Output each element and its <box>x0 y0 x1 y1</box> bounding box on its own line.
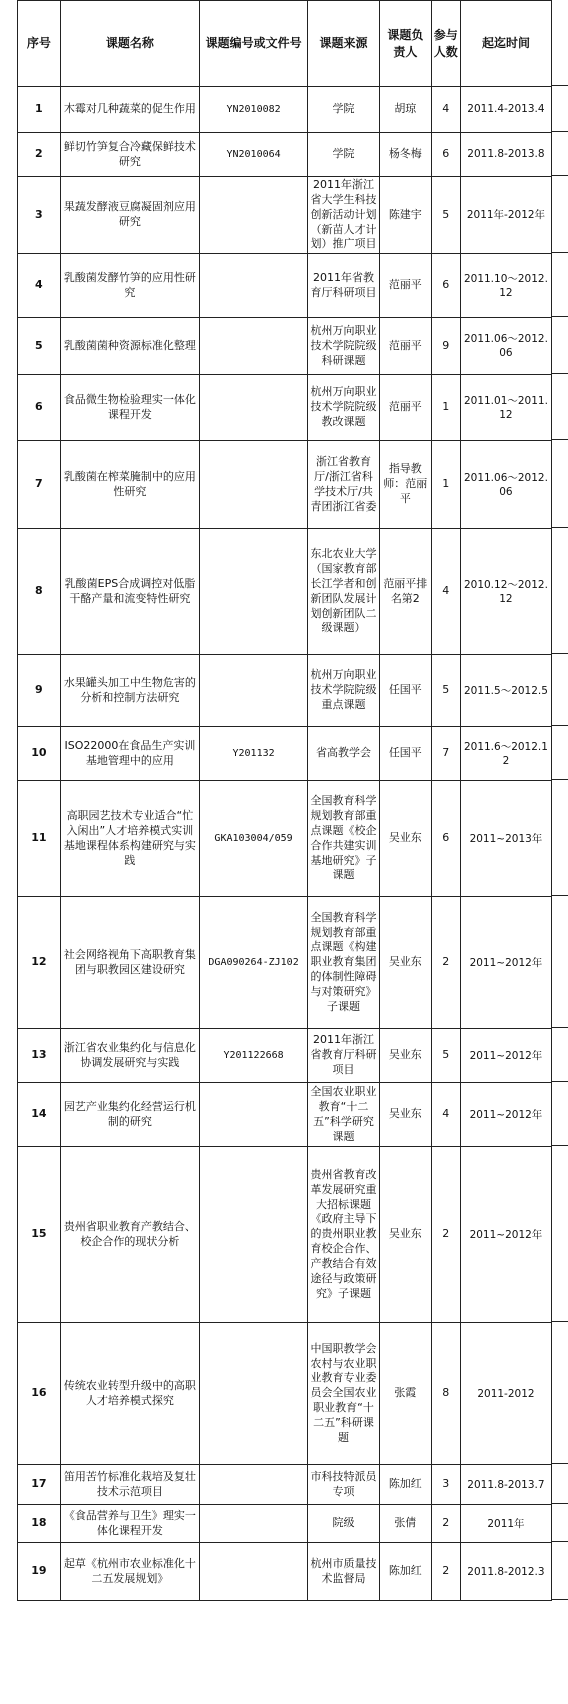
table-row <box>18 1543 552 1601</box>
table-row <box>18 1465 552 1505</box>
cell-code: DGA090264-ZJ102 <box>200 897 308 1029</box>
table-row <box>18 781 552 897</box>
grid-line <box>552 779 568 780</box>
cell-name: 食品微生物检验理实一体化课程开发 <box>60 375 199 441</box>
cell-no: 10 <box>18 727 61 781</box>
grid-line <box>552 175 568 176</box>
cell-period: 2011~2012年 <box>460 1029 551 1083</box>
cell-source: 全国教育科学规划教育部重点课题《校企合作共建实训基地研究》子课题 <box>308 781 380 897</box>
cell-leader: 任国平 <box>379 727 431 781</box>
cell-period: 2011~2012年 <box>460 897 551 1029</box>
cell-period: 2011.06～2012.06 <box>460 441 551 529</box>
cell-no: 19 <box>18 1543 61 1601</box>
cell-source: 杭州万向职业技术学院院级教改课题 <box>308 375 380 441</box>
cell-period: 2011.10～2012.12 <box>460 254 551 318</box>
cell-source: 贵州省教育改革发展研究重大招标课题《政府主导下的贵州职业教育校企合作、产教结合有效途径与政策研究》子课题 <box>308 1147 380 1323</box>
cell-leader: 张倩 <box>379 1505 431 1543</box>
header-no: 序号 <box>18 1 61 87</box>
table-row <box>18 1147 552 1323</box>
grid-line <box>552 895 568 896</box>
cell-source: 全国教育科学规划教育部重点课题《构建职业教育集团的体制性障碍与对策研究》子课题 <box>308 897 380 1029</box>
cell-code <box>200 1147 308 1323</box>
cell-count: 2 <box>431 1543 460 1601</box>
cell-period: 2011~2012年 <box>460 1083 551 1147</box>
table-body <box>18 87 552 1601</box>
cell-period: 2011.5～2012.5 <box>460 655 551 727</box>
cell-count: 8 <box>431 1323 460 1465</box>
cell-count: 2 <box>431 1147 460 1323</box>
cell-count: 4 <box>431 529 460 655</box>
cell-count: 6 <box>431 133 460 177</box>
table-row <box>18 254 552 318</box>
cell-source: 杭州万向职业技术学院院级重点课题 <box>308 655 380 727</box>
table-row <box>18 897 552 1029</box>
cell-no: 4 <box>18 254 61 318</box>
cell-no: 8 <box>18 529 61 655</box>
cell-no: 17 <box>18 1465 61 1505</box>
grid-line <box>552 85 568 86</box>
cell-period: 2011年-2012年 <box>460 177 551 254</box>
cell-count: 5 <box>431 655 460 727</box>
cell-source: 学院 <box>308 133 380 177</box>
table-row <box>18 441 552 529</box>
grid-line <box>552 527 568 528</box>
cell-source: 院级 <box>308 1505 380 1543</box>
cell-no: 3 <box>18 177 61 254</box>
cell-no: 2 <box>18 133 61 177</box>
cell-leader: 范丽平 <box>379 375 431 441</box>
cell-period: 2011.4-2013.4 <box>460 87 551 133</box>
grid-line <box>552 131 568 132</box>
cell-period: 2011-2012 <box>460 1323 551 1465</box>
cell-source: 杭州市质量技术监督局 <box>308 1543 380 1601</box>
cell-name: 社会网络视角下高职教育集团与职教园区建设研究 <box>60 897 199 1029</box>
grid-line <box>552 1081 568 1082</box>
table-row <box>18 133 552 177</box>
header-period: 起迄时间 <box>460 1 551 87</box>
cell-source: 杭州万向职业技术学院院级科研课题 <box>308 318 380 375</box>
cell-code <box>200 1465 308 1505</box>
table-row <box>18 1323 552 1465</box>
cell-source: 市科技特派员专项 <box>308 1465 380 1505</box>
cell-leader: 任国平 <box>379 655 431 727</box>
header-source: 课题来源 <box>308 1 380 87</box>
table-row <box>18 655 552 727</box>
cell-name: 起草《杭州市农业标准化十二五发展规划》 <box>60 1543 199 1601</box>
grid-line <box>552 439 568 440</box>
cell-code <box>200 441 308 529</box>
cell-code <box>200 1083 308 1147</box>
grid-line <box>552 1463 568 1464</box>
cell-count: 4 <box>431 1083 460 1147</box>
cell-source: 浙江省教育厅/浙江省科学技术厅/共青团浙江省委 <box>308 441 380 529</box>
cell-no: 1 <box>18 87 61 133</box>
cell-count: 1 <box>431 375 460 441</box>
grid-line <box>552 1503 568 1504</box>
cell-period: 2011.8-2013.8 <box>460 133 551 177</box>
cell-name: 水果罐头加工中生物危害的分析和控制方法研究 <box>60 655 199 727</box>
cell-name: 浙江省农业集约化与信息化协调发展研究与实践 <box>60 1029 199 1083</box>
cell-leader: 陈加红 <box>379 1465 431 1505</box>
cell-code <box>200 177 308 254</box>
cell-count: 1 <box>431 441 460 529</box>
grid-line <box>552 1145 568 1146</box>
cell-leader: 吴业东 <box>379 897 431 1029</box>
cell-code: YN2010064 <box>200 133 308 177</box>
table-row <box>18 318 552 375</box>
cell-leader: 范丽平 <box>379 254 431 318</box>
cell-leader: 陈建宇 <box>379 177 431 254</box>
cell-no: 18 <box>18 1505 61 1543</box>
cell-count: 4 <box>431 87 460 133</box>
cell-count: 3 <box>431 1465 460 1505</box>
cell-code <box>200 1323 308 1465</box>
cell-leader: 胡琼 <box>379 87 431 133</box>
cell-period: 2011~2012年 <box>460 1147 551 1323</box>
header-leader: 课题负责人 <box>379 1 431 87</box>
cell-leader: 范丽平 <box>379 318 431 375</box>
cell-count: 9 <box>431 318 460 375</box>
grid-line <box>552 725 568 726</box>
cell-source: 中国职教学会农村与农业职业教育专业委员会全国农业职业教育“十二五”科研课题 <box>308 1323 380 1465</box>
cell-count: 6 <box>431 254 460 318</box>
grid-line <box>552 316 568 317</box>
cell-no: 13 <box>18 1029 61 1083</box>
cell-leader: 吴业东 <box>379 781 431 897</box>
cell-count: 6 <box>431 781 460 897</box>
cell-count: 5 <box>431 1029 460 1083</box>
cell-period: 2011~2013年 <box>460 781 551 897</box>
cell-period: 2010.12～2012.12 <box>460 529 551 655</box>
cell-count: 2 <box>431 1505 460 1543</box>
cell-name: 贵州省职业教育产教结合、校企合作的现状分析 <box>60 1147 199 1323</box>
cell-period: 2011年 <box>460 1505 551 1543</box>
table-row <box>18 375 552 441</box>
cell-code <box>200 318 308 375</box>
cell-no: 16 <box>18 1323 61 1465</box>
cell-period: 2011.8-2013.7 <box>460 1465 551 1505</box>
cell-source: 省高教学会 <box>308 727 380 781</box>
cell-name: 果蔬发酵液豆腐凝固剂应用研究 <box>60 177 199 254</box>
cell-no: 14 <box>18 1083 61 1147</box>
table-row <box>18 1029 552 1083</box>
cell-no: 5 <box>18 318 61 375</box>
header-name: 课题名称 <box>60 1 199 87</box>
cell-name: 乳酸菌发酵竹笋的应用性研究 <box>60 254 199 318</box>
cell-code: GKA103004/059 <box>200 781 308 897</box>
cell-count: 2 <box>431 897 460 1029</box>
table-row <box>18 529 552 655</box>
cell-name: 鲜切竹笋复合冷藏保鲜技术研究 <box>60 133 199 177</box>
cell-code: Y201132 <box>200 727 308 781</box>
table-row <box>18 727 552 781</box>
grid-line <box>552 1599 568 1600</box>
grid-line <box>552 1027 568 1028</box>
cell-count: 5 <box>431 177 460 254</box>
cell-leader: 吴业东 <box>379 1147 431 1323</box>
header-code: 课题编号或文件号 <box>200 1 308 87</box>
cell-name: 乳酸菌在榨菜腌制中的应用性研究 <box>60 441 199 529</box>
right-column-edge <box>552 0 568 1704</box>
cell-leader: 陈加红 <box>379 1543 431 1601</box>
cell-source: 2011年省教育厅科研项目 <box>308 254 380 318</box>
cell-code <box>200 254 308 318</box>
grid-line <box>552 252 568 253</box>
cell-leader: 指导教师：范丽平 <box>379 441 431 529</box>
cell-period: 2011.8-2012.3 <box>460 1543 551 1601</box>
cell-period: 2011.6～2012.12 <box>460 727 551 781</box>
cell-no: 12 <box>18 897 61 1029</box>
cell-source: 2011年浙江省大学生科技创新活动计划（新苗人才计划）推广项目 <box>308 177 380 254</box>
cell-name: ISO22000在食品生产实训基地管理中的应用 <box>60 727 199 781</box>
cell-source: 学院 <box>308 87 380 133</box>
cell-leader: 张霞 <box>379 1323 431 1465</box>
cell-no: 7 <box>18 441 61 529</box>
grid-line <box>552 373 568 374</box>
cell-no: 11 <box>18 781 61 897</box>
cell-code: Y201122668 <box>200 1029 308 1083</box>
cell-no: 15 <box>18 1147 61 1323</box>
cell-name: 笛用苦竹标准化栽培及复壮技术示范项目 <box>60 1465 199 1505</box>
cell-leader: 范丽平排名第2 <box>379 529 431 655</box>
table-row <box>18 1505 552 1543</box>
cell-leader: 吴业东 <box>379 1083 431 1147</box>
cell-count: 7 <box>431 727 460 781</box>
cell-source: 2011年浙江省教育厅科研项目 <box>308 1029 380 1083</box>
cell-code <box>200 1505 308 1543</box>
cell-name: 传统农业转型升级中的高职人才培养模式探究 <box>60 1323 199 1465</box>
cell-leader: 吴业东 <box>379 1029 431 1083</box>
research-projects-table <box>17 0 552 1601</box>
grid-line <box>552 653 568 654</box>
table-row <box>18 87 552 133</box>
cell-name: 园艺产业集约化经营运行机制的研究 <box>60 1083 199 1147</box>
cell-source: 东北农业大学（国家教育部长江学者和创新团队发展计划创新团队二级课题） <box>308 529 380 655</box>
table-row <box>18 1083 552 1147</box>
header-row <box>18 1 552 87</box>
cell-no: 6 <box>18 375 61 441</box>
cell-source: 全国农业职业教育“十二五”科学研究课题 <box>308 1083 380 1147</box>
cell-name: 木霉对几种蔬菜的促生作用 <box>60 87 199 133</box>
cell-no: 9 <box>18 655 61 727</box>
cell-code <box>200 655 308 727</box>
grid-line <box>552 1321 568 1322</box>
cell-period: 2011.06～2012.06 <box>460 318 551 375</box>
cell-code <box>200 375 308 441</box>
cell-name: 乳酸菌菌种资源标准化整理 <box>60 318 199 375</box>
cell-code <box>200 1543 308 1601</box>
cell-code <box>200 529 308 655</box>
cell-name: 高职园艺技术专业适合“忙入闲出”人才培养模式实训基地课程体系构建研究与实践 <box>60 781 199 897</box>
grid-line <box>552 1541 568 1542</box>
cell-name: 乳酸菌EPS合成调控对低脂干酪产量和流变特性研究 <box>60 529 199 655</box>
header-count: 参与人数 <box>431 1 460 87</box>
cell-name: 《食品营养与卫生》理实一体化课程开发 <box>60 1505 199 1543</box>
table-row <box>18 177 552 254</box>
cell-leader: 杨冬梅 <box>379 133 431 177</box>
cell-code: YN2010082 <box>200 87 308 133</box>
cell-period: 2011.01～2011.12 <box>460 375 551 441</box>
